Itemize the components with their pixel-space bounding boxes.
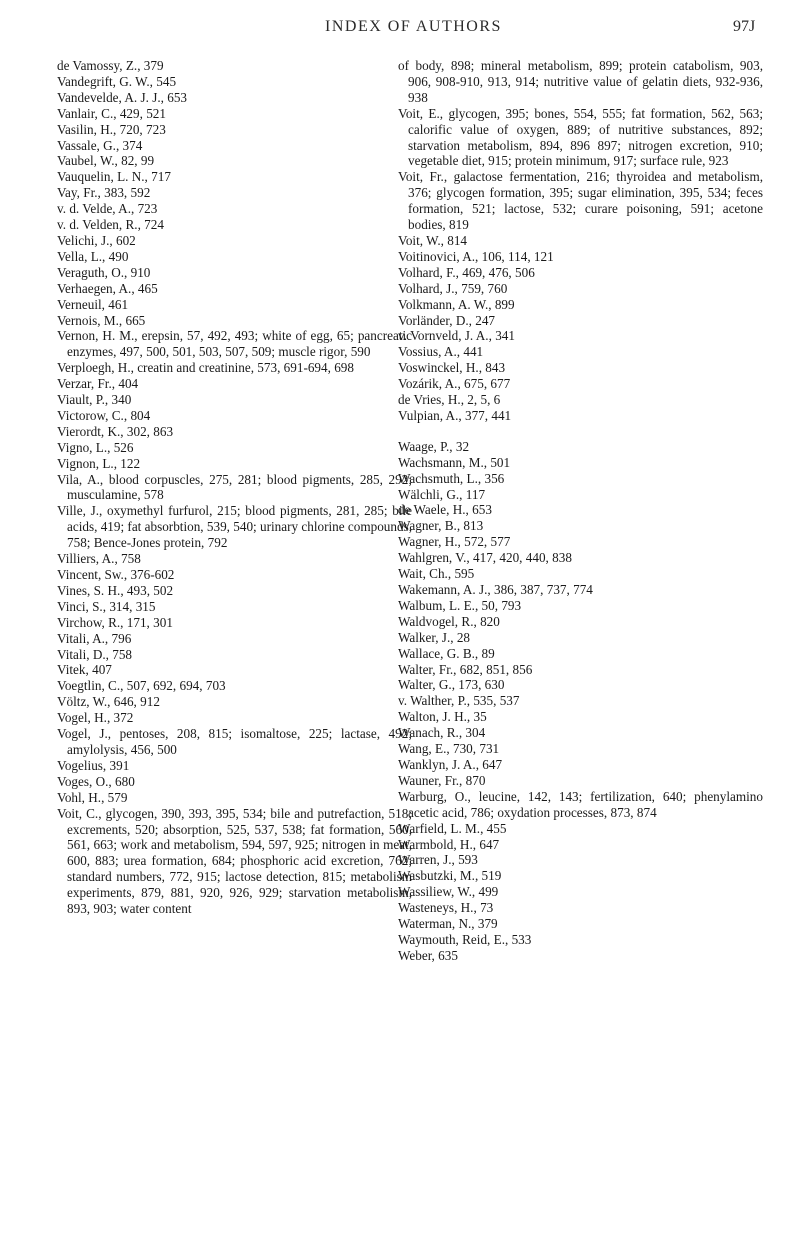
index-entry: Voges, O., 680 bbox=[57, 773, 135, 789]
index-entry: Volhard, F., 469, 476, 506 bbox=[398, 264, 535, 280]
index-entry: Voit, E., glycogen, 395; bones, 554, 555; fat formation, 562, 563; calorific value of oxygen, 889; of nutritive substances, 892; starvation metabolism, 894, 896 897; nitrogen excretion, 910; vegetable diet, 915; protein minimum, 917; surface rule, 923 bbox=[398, 105, 763, 169]
index-entry: Verzar, Fr., 404 bbox=[57, 376, 139, 392]
index-entry: Vogel, H., 372 bbox=[57, 710, 134, 726]
index-entry: Wakemann, A. J., 386, 387, 737, 774 bbox=[398, 582, 593, 597]
index-entry: Vulpian, A., 377, 441 bbox=[398, 407, 512, 423]
index-entry: Vitali, D., 758 bbox=[57, 646, 133, 662]
index-entry: Warmbold, H., 647 bbox=[398, 836, 500, 852]
index-entry: de Vamossy, Z., 379 bbox=[57, 58, 164, 73]
running-title: INDEX OF AUTHORS bbox=[325, 18, 502, 35]
index-entry: Vorländer, D., 247 bbox=[398, 312, 496, 328]
index-entry: Waldvogel, R., 820 bbox=[398, 613, 500, 629]
index-entry: Vossius, A., 441 bbox=[398, 344, 484, 360]
index-entry: Walker, J., 28 bbox=[398, 629, 471, 645]
index-entry: Vasilin, H., 720, 723 bbox=[57, 121, 166, 137]
page-number: 97J bbox=[733, 18, 756, 35]
index-entry: Vincent, Sw., 376-602 bbox=[57, 567, 175, 582]
index-entry: Vandegrift, G. W., 545 bbox=[57, 73, 177, 89]
index-entry: de Waele, H., 653 bbox=[398, 502, 492, 518]
index-entry: Vignon, L., 122 bbox=[57, 455, 141, 471]
index-entry: Volhard, J., 759, 760 bbox=[398, 280, 508, 296]
index-entry: Veraguth, O., 910 bbox=[57, 264, 151, 280]
index-entry: Wachsmann, M., 501 bbox=[398, 454, 511, 470]
index-entry: Verhaegen, A., 465 bbox=[57, 280, 158, 296]
index-entry: Vauquelin, L. N., 717 bbox=[57, 169, 171, 185]
index-entry: Vanlair, C., 429, 521 bbox=[57, 105, 166, 121]
index-entry: Victorow, C., 804 bbox=[57, 407, 151, 423]
index-entry: Voit, W., 814 bbox=[398, 232, 468, 248]
index-entry: Waage, P., 32 bbox=[398, 438, 470, 454]
index-entry: Völtz, W., 646, 912 bbox=[57, 694, 160, 710]
index-entry: Volkmann, A. W., 899 bbox=[398, 296, 515, 312]
index-entry: Weber, 635 bbox=[398, 947, 458, 963]
index-entry: Vaubel, W., 82, 99 bbox=[57, 153, 155, 169]
index-entry: Voitinovici, A., 106, 114, 121 bbox=[398, 248, 554, 264]
index-entry: Wagner, B., 813 bbox=[398, 518, 484, 534]
index-entry: Verneuil, 461 bbox=[57, 296, 129, 312]
index-entry: Vella, L., 490 bbox=[57, 248, 129, 264]
right-column-v-entries bbox=[398, 58, 763, 424]
index-entry: Verploegh, H., creatin and creatinine, 573, 691-694, 698 bbox=[57, 360, 354, 376]
index-entry: Vines, S. H., 493, 502 bbox=[57, 582, 174, 598]
index-entry: Voegtlin, C., 507, 692, 694, 703 bbox=[57, 678, 226, 694]
index-entry: Vigno, L., 526 bbox=[57, 439, 134, 455]
index-entry: de Vries, H., 2, 5, 6 bbox=[398, 392, 501, 408]
index-entry: Walbum, L. E., 50, 793 bbox=[398, 597, 522, 613]
index-entry: Ville, J., oxymethyl furfurol, 215; blood pigments, 281, 285; bile acids, 419; fat absorbtion, 539, 540; urinary chlorine compounds, 758; Bence-Jones protein, 792 bbox=[57, 503, 413, 551]
index-entry: Wasteneys, H., 73 bbox=[398, 900, 494, 916]
index-entry: Warfield, L. M., 455 bbox=[398, 820, 507, 836]
index-entry: Waterman, N., 379 bbox=[398, 916, 498, 932]
index-entry: Warren, J., 593 bbox=[398, 852, 478, 868]
index-entry: v. Walther, P., 535, 537 bbox=[398, 693, 520, 709]
index-entry: Villiers, A., 758 bbox=[57, 551, 141, 567]
index-entry: Wachsmuth, L., 356 bbox=[398, 470, 505, 486]
index-entry: Voswinckel, H., 843 bbox=[398, 360, 506, 376]
index-entry: Wassiliew, W., 499 bbox=[398, 884, 499, 900]
right-column bbox=[398, 58, 763, 964]
index-entry: Vitek, 407 bbox=[57, 662, 112, 678]
index-entry: Velichi, J., 602 bbox=[57, 232, 136, 248]
index-entry: Vandevelde, A. J. J., 653 bbox=[57, 89, 188, 105]
right-column-w-entries bbox=[398, 439, 763, 964]
index-entry: Virchow, R., 171, 301 bbox=[57, 614, 173, 630]
index-entry: Walton, J. H., 35 bbox=[398, 709, 487, 725]
index-entry: Wanklyn, J. A., 647 bbox=[398, 756, 503, 772]
index-entry: Warburg, O., leucine, 142, 143; fertilization, 640; phenylamino acetic acid, 786; oxydation processes, 873, 874 bbox=[398, 788, 763, 820]
index-entry: Vierordt, K., 302, 863 bbox=[57, 423, 174, 439]
index-entry: Wälchli, G., 117 bbox=[398, 486, 486, 502]
index-entry: Wahlgren, V., 417, 420, 440, 838 bbox=[398, 550, 572, 566]
index-entry: Wallace, G. B., 89 bbox=[398, 645, 495, 661]
index-entry: v. Vornveld, J. A., 341 bbox=[398, 328, 515, 344]
index-entry: Waymouth, Reid, E., 533 bbox=[398, 931, 532, 947]
index-entry: Wait, Ch., 595 bbox=[398, 566, 475, 582]
index-entry: v. d. Velde, A., 723 bbox=[57, 201, 158, 217]
index-entry: Vila, A., blood corpuscles, 275, 281; blood pigments, 285, 292; musculamine, 578 bbox=[57, 471, 412, 503]
index-entry: of body, 898; mineral metabolism, 899; protein catabolism, 903, 906, 908-910, 913, 914; nutritive value of gelatin diets, 932-936, 938 bbox=[398, 58, 763, 105]
index-entry: Vogelius, 391 bbox=[57, 757, 130, 773]
index-entry: Vernon, H. M., erepsin, 57, 492, 493; white of egg, 65; pancreatic enzymes, 497, 500, 501, 503, 507, 509; muscle rigor, 590 bbox=[57, 328, 412, 360]
index-entry: Vogel, J., pentoses, 208, 815; isomaltose, 225; lactase, 492; amylolysis, 456, 500 bbox=[57, 726, 412, 757]
index-entry: Voit, Fr., galactose fermentation, 216; thyroidea and metabolism, 376; glycogen formation, 395; sugar elimination, 395, 534; feces formation, 521; lactose, 532; curare poisoning, 591; acetone bodies, 819 bbox=[398, 169, 763, 233]
index-entry: Vohl, H., 579 bbox=[57, 789, 128, 805]
index-entry: Viault, P., 340 bbox=[57, 392, 132, 408]
index-entry: Vassale, G., 374 bbox=[57, 137, 143, 153]
index-entry: v. d. Velden, R., 724 bbox=[57, 217, 164, 233]
letter-gap bbox=[398, 424, 763, 439]
index-entry: Voit, C., glycogen, 390, 393, 395, 534; bile and putrefaction, 518; excrements, 520; absorption, 525, 537, 538; fat formation, 560, 561, 663; work and metabolism, 594, 597, 925; nitrogen in meat, 600, 883; urea formation, 684; phosphoric acid excretion, 762; standard numbers, 772, 915; lactose detection, 815; metabolism experiments, 879, 881, 920, 926, 929; starvation metabolism, 893, 903; water content bbox=[57, 805, 412, 917]
index-entry: Wauner, Fr., 870 bbox=[398, 772, 486, 788]
index-entry: Walter, Fr., 682, 851, 856 bbox=[398, 661, 533, 677]
index-entry: Vernois, M., 665 bbox=[57, 312, 146, 328]
index-entry: Vay, Fr., 383, 592 bbox=[57, 185, 151, 201]
index-entry: Vitali, A., 796 bbox=[57, 630, 132, 646]
index-entry: Vozárik, A., 675, 677 bbox=[398, 376, 511, 392]
index-entry: Walter, G., 173, 630 bbox=[398, 677, 505, 693]
index-entry: Wagner, H., 572, 577 bbox=[398, 534, 511, 550]
index-entry: Wang, E., 730, 731 bbox=[398, 741, 500, 757]
index-entry: Wanach, R., 304 bbox=[398, 725, 486, 741]
index-entry: Wasbutzki, M., 519 bbox=[398, 868, 502, 884]
index-entry: Vinci, S., 314, 315 bbox=[57, 598, 156, 614]
page-header bbox=[0, 18, 800, 58]
left-column bbox=[57, 58, 412, 917]
